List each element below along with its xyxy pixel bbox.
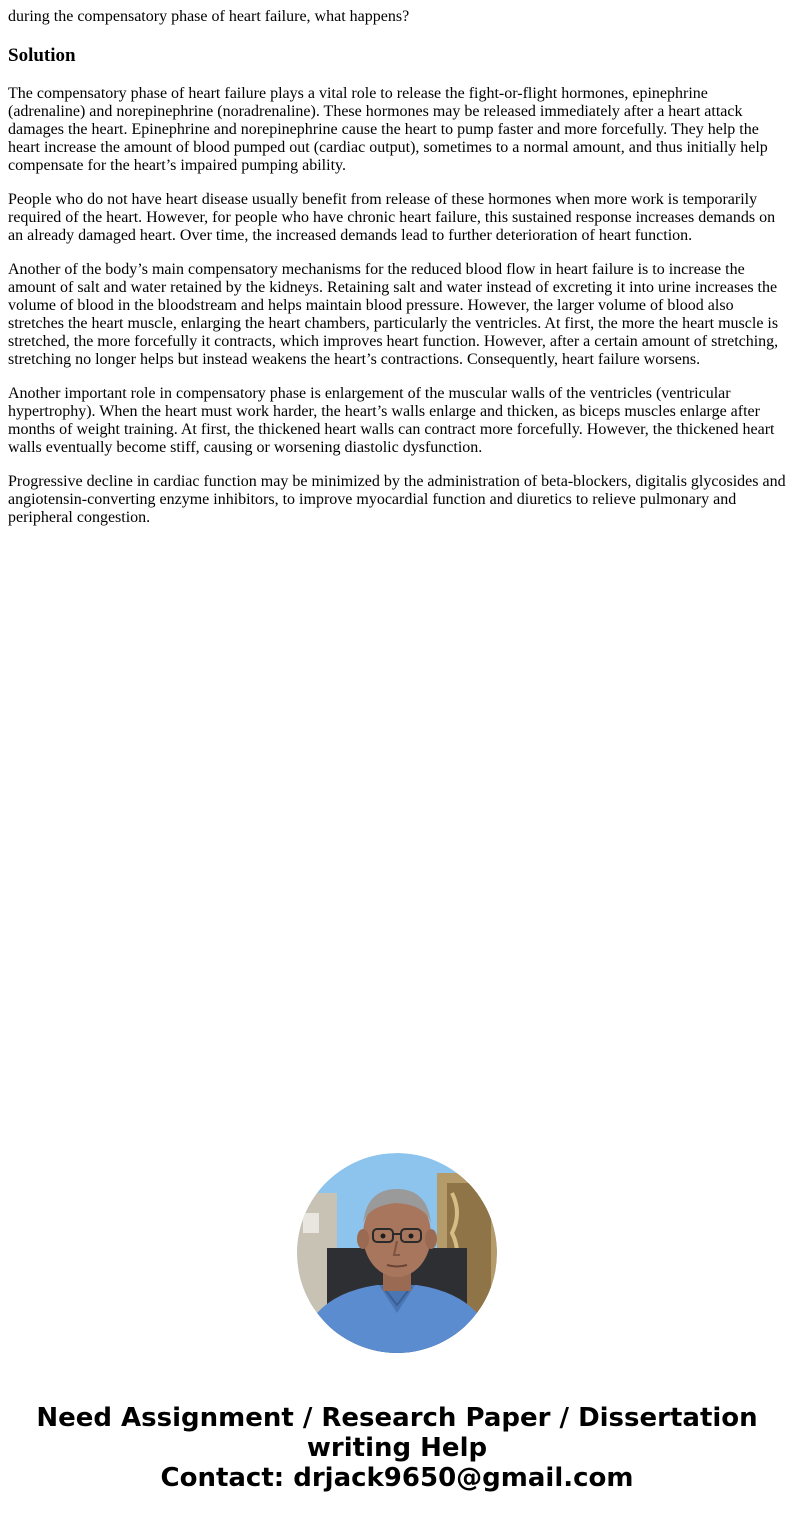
- solution-paragraph-5: Progressive decline in cardiac function may be minimized by the administration of beta-blockers, digitalis glycosides and angiotensin-converting enzyme inhibitors, to improve myocardial function and diuretics to relieve pulmonary and peripheral congestion.: [8, 473, 786, 526]
- solution-heading: Solution: [8, 45, 76, 66]
- promo-banner: [0, 1403, 794, 1493]
- author-portrait-icon: [297, 1153, 497, 1353]
- promo-line-2: writing Help: [306, 1433, 488, 1463]
- solution-paragraph-4: Another important role in compensatory phase is enlargement of the muscular walls of the ventricles (ventricular hypertrophy). When the heart must work harder, the heart’s walls enlarge and thicken, as biceps muscles enlarge after months of weight training. At first, the thickened heart walls can contract more forcefully. However, the thickened heart walls eventually become stiff, causing or worsening diastolic dysfunction.: [8, 385, 775, 456]
- document-content: [8, 8, 788, 543]
- question-text: during the compensatory phase of heart failure, what happens?: [8, 8, 410, 25]
- solution-paragraph-3: Another of the body’s main compensatory mechanisms for the reduced blood flow in heart failure is to increase the amount of salt and water retained by the kidneys. Retaining salt and water instead of excreting it into urine increases the volume of blood in the bloodstream and helps maintain blood pressure. However, the larger volume of blood also stretches the heart muscle, enlarging the heart chambers, particularly the ventricles. At first, the more the heart muscle is stretched, the more forcefully it contracts, which improves heart function. However, after a certain amount of stretching, stretching no longer helps but instead weakens the heart’s contractions. Consequently, heart failure worsens.: [8, 261, 779, 368]
- promo-line-1: Need Assignment / Research Paper / Dissertation: [36, 1403, 758, 1433]
- solution-paragraph-1: The compensatory phase of heart failure plays a vital role to release the fight-or-flight hormones, epinephrine (adrenaline) and norepinephrine (noradrenaline). These hormones may be released immediately after a heart attack damages the heart. Epinephrine and norepinephrine cause the heart to pump faster and more forcefully. They help the heart increase the amount of blood pumped out (cardiac output), sometimes to a normal amount, and thus initially help compensate for the heart’s impaired pumping ability.: [8, 85, 768, 174]
- author-avatar: [297, 1153, 497, 1353]
- solution-paragraph-2: People who do not have heart disease usually benefit from release of these hormones when more work is temporarily required of the heart. However, for people who have chronic heart failure, this sustained response increases demands on an already damaged heart. Over time, the increased demands lead to further deterioration of heart function.: [8, 191, 776, 244]
- promo-contact: Contact: drjack9650@gmail.com: [160, 1463, 634, 1493]
